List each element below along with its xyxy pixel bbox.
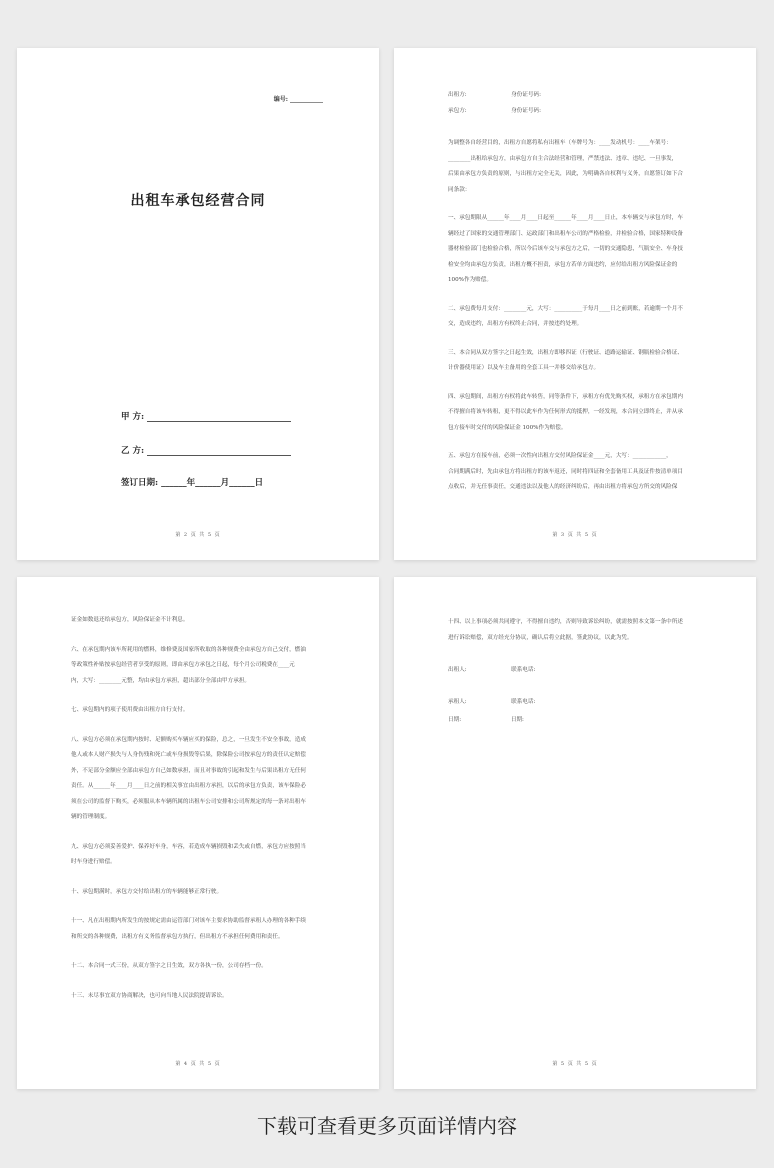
contract-paragraph — [448, 449, 710, 496]
contract-page-2 — [17, 48, 379, 560]
paragraph-line: 辆经过了国家的交通管理部门、运政部门和出租车公司的严格检验，并检验合格，国家特种设备 — [448, 230, 683, 237]
paragraph-line: 同条款： — [448, 186, 471, 193]
paragraph-line: 三、本合同从双方签字之日起生效，出租方即移四证（行驶证、道路运输证、钢瓶检验合格证、 — [448, 349, 683, 356]
contract-paragraph — [71, 914, 333, 945]
contract-paragraph — [71, 840, 333, 871]
contract-body — [448, 136, 710, 496]
contract-paragraph — [71, 613, 333, 629]
paragraph-line: 十二、本合同一式三份，从双方签字之日生效，双方各执一份，公司存档一份。 — [71, 963, 267, 969]
paragraph-line: 责任。从______年____月____日之前的相关事宜由出租方承担，以后的承包方负责，该车保险必 — [71, 783, 306, 789]
paragraph-line: 等政策性补贴按承包经营者享受的原则，即由承包方承包之日起，每个月公司税费在____元 — [71, 662, 295, 668]
page-footer: 第 3 页 共 5 页 — [552, 532, 598, 538]
page-footer: 第 4 页 共 5 页 — [175, 1061, 221, 1067]
paragraph-line: 证金如数退还给承包方，风险保证金不计利息。 — [71, 617, 189, 623]
contract-paragraph — [71, 885, 333, 901]
paragraph-line: 检安全均由承包方负责，出租方概不担责，承包方若单方面违约，应付给出租方风险保证金的 — [448, 261, 678, 268]
paragraph-line: 器材检验部门也检验合格，所以今后该车交与承包方之后，一切的交通隐患，气瓶安全、车身技 — [448, 246, 683, 252]
paragraph-line: 八、承包方必须在承包期内按时、足额购买车辆应买的保险，总之，一旦发生不安全事故，造成 — [71, 736, 306, 743]
paragraph-line: ________出租给承包方，由承包方自主合法经营和管理，严禁违法、违章、违纪、一旦事发， — [448, 155, 678, 162]
paragraph-line: 时车身进行赔偿。 — [71, 859, 116, 865]
contract-paragraph — [71, 643, 333, 690]
paragraph-line: 进行诉讼赔偿，双方经充分协议，确认后将立此据，签此协议，以此为凭。 — [448, 634, 633, 641]
signature-line: 承租人: 联系电话: — [448, 699, 536, 705]
paragraph-line: 六、在承包期内该车所耗用的燃料，维修费及国家所收取的各种规费全由承包方自己交付，燃油 — [71, 646, 306, 653]
contract-title: 出租车承包经营合同 — [130, 193, 266, 209]
paragraph-line: 包方接车时交付的风险保证金 100%作为赔偿。 — [448, 424, 567, 431]
paragraph-line: 交，造成违约，出租方有权终止合同，并按违约处理。 — [448, 321, 583, 327]
contract-paragraph — [448, 615, 710, 646]
party-info-line: 出租方: 身份证号码: — [448, 92, 541, 98]
paragraph-line: 七、承包期内的项子使用费由出租方自行支付。 — [71, 707, 189, 713]
contract-paragraph — [448, 302, 710, 333]
contract-page-3 — [394, 48, 756, 560]
paragraph-line: 后果由承包方负责的原则，与出租方完全无关，因此，为明确各自权利与义务，自愿签订如下合 — [448, 171, 683, 177]
contract-number-label: 编号: ___________ — [273, 96, 323, 103]
paragraph-line: 须在公司的监督下购买，必须服从本车辆所属的出租车公司安排和公司所规定的每一条对出租车 — [71, 798, 306, 805]
paragraph-line: 合同期满后时，先由承包方将出租方的该车返还，同时将四证和全套备用工具及证件按清单项目 — [448, 468, 683, 475]
paragraph-line: 五、承包方在接车前，必须一次性向出租方交付风险保证金____元，大写：____________， — [448, 453, 672, 459]
signature-line: 日期: 日期: — [448, 717, 524, 723]
party-info-line: 承包方: 身份证号码: — [448, 108, 541, 114]
download-caption: 下载可查看更多页面详情内容 — [257, 1114, 517, 1138]
paragraph-line: 一、承包期限从______年____月____日起至______年____月____日止，本车辆交与承包方时，车 — [448, 215, 683, 221]
paragraph-line: 计价器使用证）以及车主备用的全套工具一并移交给承包方。 — [448, 365, 600, 371]
contract-paragraph — [448, 390, 710, 437]
paragraph-line: 和所交的各种规费，出租方有义务监督承包方执行，但出租方不承担任何费用和责任。 — [71, 933, 284, 940]
paragraph-line: 他人或本人财产损失与人身伤残和死亡或车身损毁等后果，除保险公司按承包方的责任认定赔偿 — [71, 752, 306, 758]
party-a-field: 甲 方: — [121, 410, 291, 422]
paragraph-line: 四、承包期间，出租方有权将此车转售，同等条件下，承租方有优先购买权，承租方在承包期内 — [448, 393, 683, 400]
paragraph-line: 外，不足部分金额应全部由承包方自己如数承担，而且对事故的引起和发生与后果出租方无任何 — [71, 767, 306, 774]
paragraph-line: 100%作为赔偿。 — [448, 277, 492, 283]
contract-paragraph — [71, 703, 333, 719]
signature-line: 出租人: 联系电话: — [448, 667, 536, 673]
contract-paragraph — [448, 211, 710, 289]
contract-paragraph — [448, 346, 710, 377]
paragraph-line: 二、承包费每月支付：________元，大写：__________于每月____日之前到账，若逾期一个月不 — [448, 305, 683, 312]
page-footer: 第 5 页 共 5 页 — [552, 1061, 598, 1067]
sign-date-field: 签订日期: ______年______月______日 — [121, 478, 264, 488]
paragraph-line: 内，大写：________元整，均由承包方承担，超出部分全部由甲方承担。 — [71, 677, 251, 684]
paragraph-line: 十、承包期满时，承包方交付给出租方的车辆能够正常行驶。 — [71, 888, 223, 895]
contract-paragraph — [71, 989, 333, 1005]
contract-page-4 — [17, 577, 379, 1089]
paragraph-line: 九、承包方必须妥善爱护、保养好车身，车容，若造成车辆损毁和丢失或自燃，承包方应按照当 — [71, 843, 306, 850]
paragraph-line: 十一、凡在出租期内所发生的按规定需由运管部门对该车主要求协助监督承租人办理的各种手续 — [71, 918, 306, 924]
page-footer: 第 2 页 共 5 页 — [175, 532, 221, 538]
contract-paragraph — [448, 136, 710, 198]
contract-body — [71, 613, 333, 1004]
contract-page-5 — [394, 577, 756, 1089]
paragraph-line: 十三、未尽事宜双方协商解决，也可向当地人民法院提请诉讼。 — [71, 992, 228, 999]
paragraph-line: 不得擅自将该车转租，更不得以此车作为任何形式的抵押，一经发现，本合同立即终止，并从承 — [448, 409, 683, 415]
paragraph-line: 辆的管理制度。 — [71, 814, 111, 820]
paragraph-line: 为调整各自经营目的，出租方自愿将私有出租车（车牌号为：____发动机号：____车架号： — [448, 140, 672, 146]
contract-paragraph — [71, 733, 333, 826]
paragraph-line: 十四、以上事项必须共同遵守，不得擅自违约，否则导致诉讼纠纷，就需按照本文第一条中所述 — [448, 619, 683, 625]
paragraph-line: 点收后，并无任事责任，交通违法以及他人的经济纠纷后，再由出租方将承包方所交的风险保 — [448, 484, 678, 490]
party-header — [448, 90, 541, 122]
party-b-field: 乙 方: — [121, 444, 291, 456]
contract-body — [448, 615, 710, 646]
contract-paragraph — [71, 959, 333, 975]
